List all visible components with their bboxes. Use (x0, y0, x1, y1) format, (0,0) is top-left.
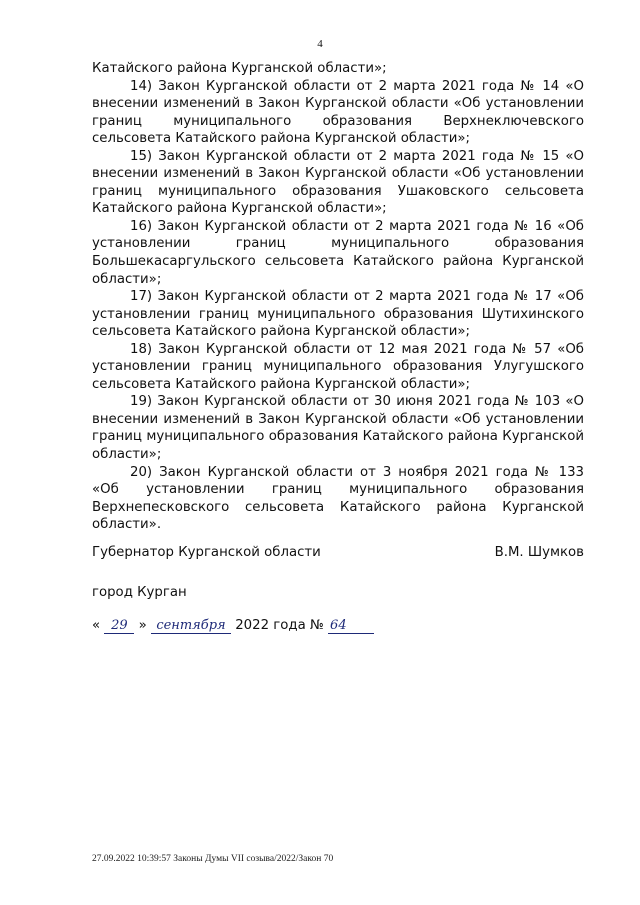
signatory-position: Губернатор Курганской области (92, 545, 321, 560)
close-quote: » (138, 618, 147, 633)
page-number: 4 (317, 38, 323, 50)
paragraph: 15) Закон Курганской области от 2 марта 2021 года № 15 «О внесении изменений в Закон Курганской области «Об установлении границ муниципального образования Ушаковского сельсовета Катайского района Курганской области»; (92, 148, 584, 217)
paragraph: 18) Закон Курганской области от 12 мая 2021 года № 57 «Об установлении границ муниципального образования Улугушского сельсовета Катайского района Курганской области»; (92, 341, 584, 392)
paragraph: 17) Закон Курганской области от 2 марта 2021 года № 17 «Об установлении границ муниципального образования Шутихинского сельсовета Катайского района Курганской области»; (92, 289, 584, 340)
city-line: город Курган (92, 585, 187, 600)
paragraph: Катайского района Курганской области»; (92, 61, 387, 76)
open-quote: « (92, 618, 101, 633)
year-text: 2022 года № (235, 618, 324, 633)
paragraph: 16) Закон Курганской области от 2 марта 2021 года № 16 «Об установлении границ муниципального образования Большекасаргульского сельсовета Катайского района Курганской области»; (92, 218, 584, 287)
handwritten-month: сентября (151, 619, 231, 634)
paragraph: 19) Закон Курганской области от 30 июня 2021 года № 103 «О внесении изменений в Закон Курганской области «Об установлении границ муниципального образования Катайского района Курганской области»; (92, 394, 584, 463)
handwritten-number: 64 (328, 619, 374, 634)
footer-stamp: 27.09.2022 10:39:57 Законы Думы VII созыва/2022/Закон 70 (92, 854, 334, 864)
paragraph: 20) Закон Курганской области от 3 ноября 2021 года № 133 «Об установлении границ муниципального образования Верхнепесковского сельсовета Катайского района Курганской области». (92, 464, 584, 533)
document-body (92, 60, 584, 534)
signatory-name: В.М. Шумков (494, 545, 584, 560)
handwritten-day: 29 (104, 619, 134, 634)
date-line (92, 618, 374, 634)
paragraph: 14) Закон Курганской области от 2 марта 2021 года № 14 «О внесении изменений в Закон Курганской области «Об установлении границ муниципального образования Верхнеключевского сельсовета Катайского района Курганской области»; (92, 78, 584, 147)
